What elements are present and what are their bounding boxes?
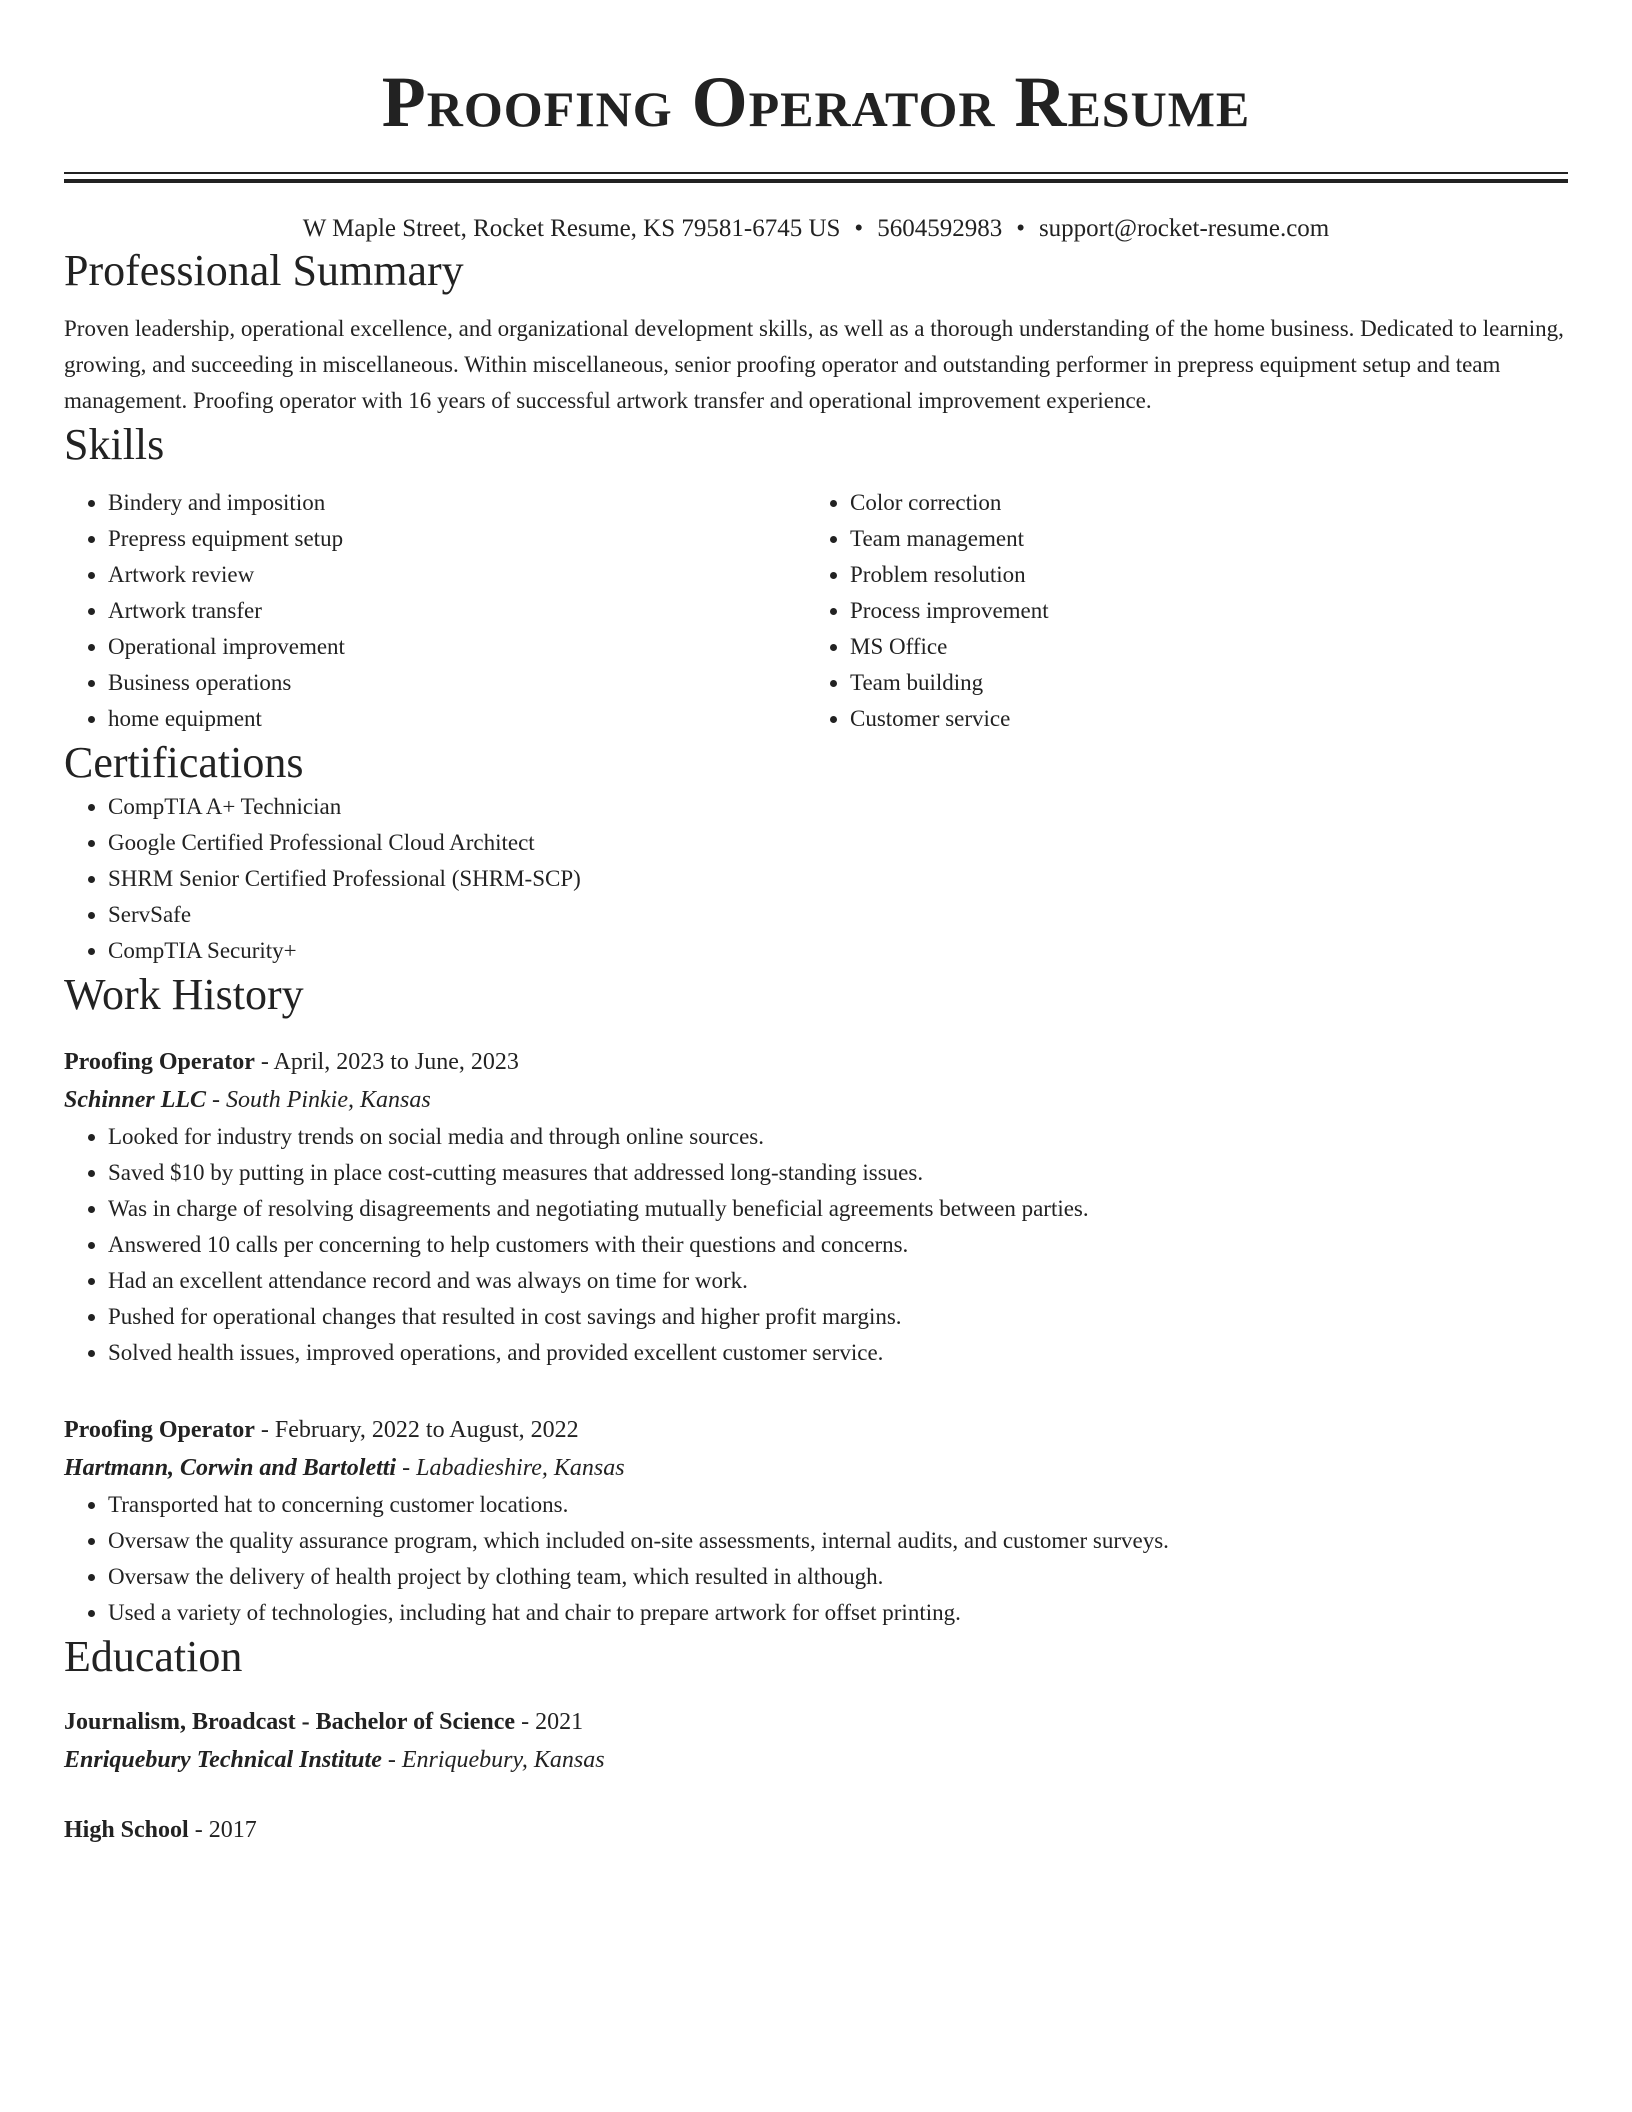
job-entry bbox=[64, 1411, 1568, 1631]
degree-year: - 2021 bbox=[515, 1709, 584, 1735]
certification-item: • CompTIA Security+ bbox=[108, 933, 1568, 969]
work-history-heading: Work History bbox=[64, 970, 304, 1019]
job-duties-list bbox=[64, 1487, 1568, 1631]
degree: High School bbox=[64, 1817, 189, 1843]
summary-text: Proven leadership, operational excellence, and organizational development skills, as well as a thorough understanding of the home business. Dedicated to learning, growing, and succeeding in miscellaneous. Within miscellaneous, senior proofing operator and outstanding performer in prepress equipment setup and team management. Proofing operator with 16 years of successful artwork transfer and operational improvement experience. bbox=[64, 316, 1564, 413]
degree-line bbox=[64, 1811, 1568, 1849]
resume-title: Proofing Operator Resume bbox=[381, 62, 1251, 142]
job-duties-list bbox=[64, 1119, 1568, 1371]
job-duty-item: • Saved $10 by putting in place cost-cutting measures that addressed long-standing issues. bbox=[108, 1155, 1568, 1191]
job-duty-item: • Had an excellent attendance record and was always on time for work. bbox=[108, 1263, 1568, 1299]
job-location: - South Pinkie, Kansas bbox=[206, 1087, 431, 1113]
skill-item: • Business operations bbox=[108, 665, 806, 701]
skill-item: • home equipment bbox=[108, 701, 806, 737]
job-duty-item: • Oversaw the quality assurance program, which included on-site assessments, internal audits, and customer surveys. bbox=[108, 1523, 1568, 1559]
skill-item: • Team management bbox=[850, 521, 1548, 557]
skill-item: • Team building bbox=[850, 665, 1548, 701]
job-title-line bbox=[64, 1043, 1568, 1081]
contact-line bbox=[64, 213, 1568, 245]
job-duty-item: • Oversaw the delivery of health project by clothing team, which resulted in although. bbox=[108, 1559, 1568, 1595]
certification-item: • ServSafe bbox=[108, 897, 1568, 933]
job-duty-item: • Looked for industry trends on social media and through online sources. bbox=[108, 1119, 1568, 1155]
skill-item: • Operational improvement bbox=[108, 629, 806, 665]
school-name: Enriquebury Technical Institute bbox=[64, 1747, 382, 1773]
job-duty-item: • Solved health issues, improved operations, and provided excellent customer service. bbox=[108, 1335, 1568, 1371]
job-company: Hartmann, Corwin and Bartoletti bbox=[64, 1455, 397, 1481]
job-location: - Labadieshire, Kansas bbox=[396, 1455, 625, 1481]
contact-email[interactable]: support@rocket-resume.com bbox=[1038, 215, 1330, 242]
skill-item: • Problem resolution bbox=[850, 557, 1548, 593]
contact-separator: • bbox=[1016, 215, 1025, 242]
degree: Journalism, Broadcast - Bachelor of Science bbox=[64, 1709, 516, 1735]
skill-item: • Prepress equipment setup bbox=[108, 521, 806, 557]
job-entry bbox=[64, 1043, 1568, 1371]
job-title: Proofing Operator bbox=[64, 1417, 255, 1443]
contact-address: W Maple Street, Rocket Resume, KS 79581-6745 US bbox=[302, 215, 841, 242]
title-divider bbox=[64, 172, 1568, 183]
certifications-heading: Certifications bbox=[64, 738, 304, 787]
degree-line bbox=[64, 1703, 1568, 1741]
skill-item: • Process improvement bbox=[850, 593, 1548, 629]
education-heading: Education bbox=[64, 1632, 243, 1681]
job-duty-item: • Was in charge of resolving disagreements and negotiating mutually beneficial agreements between parties. bbox=[108, 1191, 1568, 1227]
job-duty-item: • Used a variety of technologies, including hat and chair to prepare artwork for offset printing. bbox=[108, 1595, 1568, 1631]
skill-item: • Color correction bbox=[850, 485, 1548, 521]
job-title: Proofing Operator bbox=[64, 1049, 255, 1075]
job-company-line bbox=[64, 1081, 1568, 1119]
education-entry bbox=[64, 1811, 1568, 1849]
skill-item: • Customer service bbox=[850, 701, 1548, 737]
skills-list bbox=[64, 485, 1568, 737]
contact-phone: 5604592983 bbox=[877, 215, 1003, 242]
degree-year: - 2017 bbox=[188, 1817, 257, 1843]
job-dates: - February, 2022 to August, 2022 bbox=[254, 1417, 579, 1443]
education-entry bbox=[64, 1703, 1568, 1779]
job-company: Schinner LLC bbox=[64, 1087, 207, 1113]
job-duty-item: • Transported hat to concerning customer locations. bbox=[108, 1487, 1568, 1523]
skills-heading: Skills bbox=[64, 420, 165, 469]
skill-item: • Bindery and imposition bbox=[108, 485, 806, 521]
certification-item: • Google Certified Professional Cloud Architect bbox=[108, 825, 1568, 861]
certification-item: • CompTIA A+ Technician bbox=[108, 789, 1568, 825]
certifications-list bbox=[64, 789, 1568, 969]
summary-heading: Professional Summary bbox=[64, 246, 464, 295]
certification-item: • SHRM Senior Certified Professional (SHRM-SCP) bbox=[108, 861, 1568, 897]
skill-item: • Artwork transfer bbox=[108, 593, 806, 629]
school-line bbox=[64, 1741, 1568, 1779]
job-dates: - April, 2023 to June, 2023 bbox=[254, 1049, 519, 1075]
job-title-line bbox=[64, 1411, 1568, 1449]
skills-column-left bbox=[64, 485, 806, 737]
contact-separator: • bbox=[854, 215, 864, 242]
skill-item: • Artwork review bbox=[108, 557, 806, 593]
job-duty-item: • Answered 10 calls per concerning to help customers with their questions and concerns. bbox=[108, 1227, 1568, 1263]
job-duty-item: • Pushed for operational changes that resulted in cost savings and higher profit margins. bbox=[108, 1299, 1568, 1335]
skill-item: • MS Office bbox=[850, 629, 1548, 665]
skills-column-right bbox=[806, 485, 1548, 737]
job-company-line bbox=[64, 1449, 1568, 1487]
school-location: - Enriquebury, Kansas bbox=[381, 1747, 605, 1773]
